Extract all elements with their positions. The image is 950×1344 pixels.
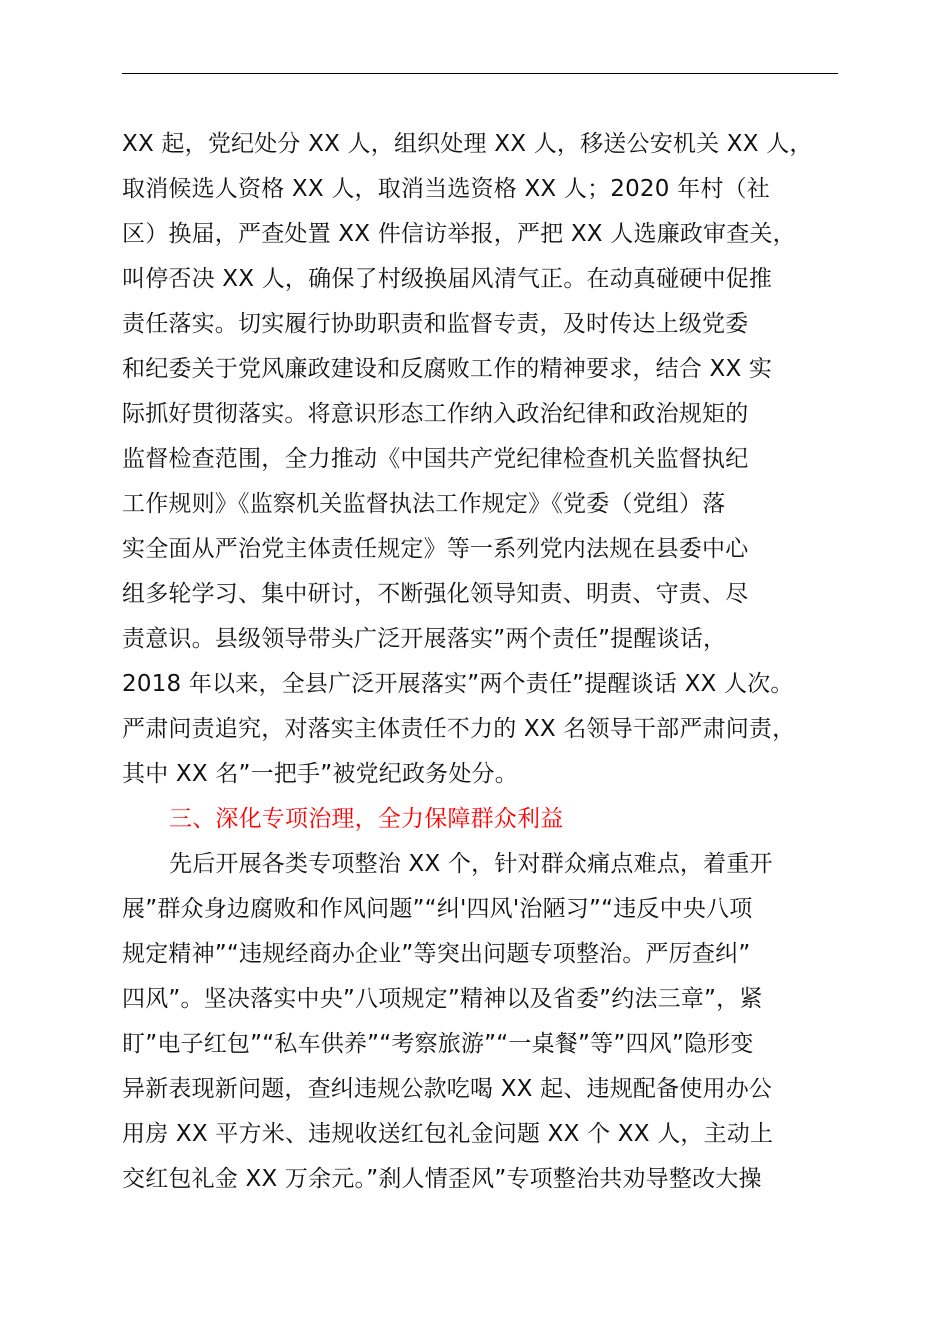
text-line: 异新表现新问题，查纠违规公款吃喝 XX 起、违规配备使用办公 [122,1076,773,1102]
text-line: 严肃问责追究，对落实主体责任不力的 XX 名领导干部严肃问责， [122,716,796,742]
text-line: XX 起，党纪处分 XX 人，组织处理 XX 人，移送公安机关 XX 人， [122,131,813,157]
text-line: 2018 年以来，全县广泛开展落实”两个责任”提醒谈话 XX 人次。 [122,671,794,697]
text-line: 盯”电子红包”“私车供养”“考察旅游”“一桌餐”等”四风”隐形变 [122,1031,754,1057]
text-line: 工作规则》《监察机关监督执法工作规定》《党委（党组）落 [122,491,726,517]
text-line: 先后开展各类专项整治 XX 个，针对群众痛点难点，着重开 [169,851,773,877]
text-line: 实全面从严治党主体责任规定》等一系列党内法规在县委中心 [122,536,749,562]
text-line: 用房 XX 平方米、违规收送红包礼金问题 XX 个 XX 人，主动上 [122,1121,774,1147]
text-line: 和纪委关于党风廉政建设和反腐败工作的精神要求，结合 XX 实 [122,356,773,382]
text-line: 其中 XX 名”一把手”被党纪政务处分。 [122,761,518,787]
text-line: 展”群众身边腐败和作风问题”“纠'四风'治陋习”“违反中央八项 [122,896,753,922]
document-body [122,122,862,1202]
paragraph-1 [122,122,862,797]
text-line: 规定精神”“违规经商办企业”等突出问题专项整治。严厉查纠” [122,941,751,967]
paragraph-2 [122,842,862,1202]
text-line: 监督检查范围，全力推动《中国共产党纪律检查机关监督执纪 [122,446,749,472]
text-line: 区）换届，严查处置 XX 件信访举报，严把 XX 人选廉政审查关， [122,221,796,247]
text-line: 交红包礼金 XX 万余元。”刹人情歪风”专项整治共劝导整改大操 [122,1166,762,1192]
text-line: 责任落实。切实履行协助职责和监督专责，及时传达上级党委 [122,311,749,337]
text-line: 叫停否决 XX 人，确保了村级换届风清气正。在动真碰硬中促推 [122,266,773,292]
text-line: 取消候选人资格 XX 人，取消当选资格 XX 人；2020 年村（社 [122,176,770,202]
text-line: 四风”。坚决落实中央”八项规定”精神以及省委”约法三章”，紧 [122,986,763,1012]
section-heading: 三、深化专项治理，全力保障群众利益 [169,806,564,832]
text-line: 责意识。县级领导带头广泛开展落实”两个责任”提醒谈话， [122,626,727,652]
text-line: 际抓好贯彻落实。将意识形态工作纳入政治纪律和政治规矩的 [122,401,749,427]
header-rule [122,73,838,74]
text-line: 组多轮学习、集中研讨，不断强化领导知责、明责、守责、尽 [122,581,749,607]
